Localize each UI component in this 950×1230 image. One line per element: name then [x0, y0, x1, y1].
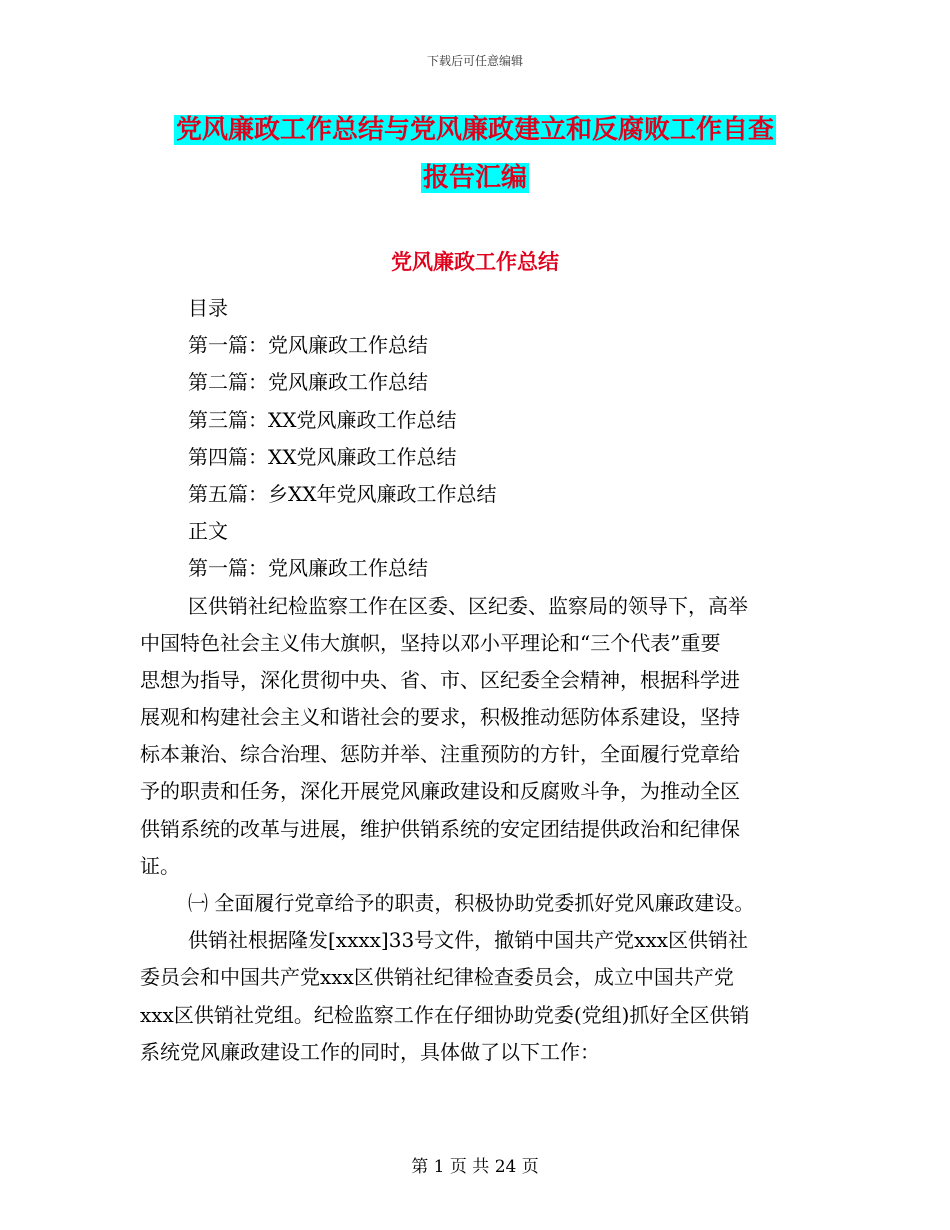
paragraph-line: 中国特色社会主义伟大旗帜，坚持以邓小平理论和“三个代表”重要: [140, 630, 721, 655]
toc-item: 第二篇：党风廉政工作总结: [188, 370, 428, 395]
paragraph-line: 供销系统的改革与进展，维护供销系统的安定团结提供政治和纪律保: [140, 816, 740, 841]
paragraph-line: 委员会和中国共产党xxx区供销社纪律检查委员会，成立中国共产党: [140, 965, 734, 990]
paragraph-line: 标本兼治、综合治理、惩防并举、注重预防的方针，全面履行党章给: [140, 742, 740, 767]
body-label: 正文: [188, 519, 228, 544]
toc-item: 第三篇：XX党风廉政工作总结: [188, 407, 457, 432]
paragraph-line: 供销社根据隆发[xxxx]33号文件，撤销中国共产党xxx区供销社: [188, 928, 749, 953]
document-body: [140, 290, 812, 1071]
paragraph-line: 系统党风廉政建设工作的同时，具体做了以下工作：: [140, 1039, 600, 1064]
toc-item: 第四篇：XX党风廉政工作总结: [188, 444, 457, 469]
paragraph-line: xxx区供销社党组。纪检监察工作在仔细协助党委(党组)抓好全区供销: [140, 1002, 750, 1027]
paragraph-line: 思想为指导，深化贯彻中央、省、市、区纪委全会精神，根据科学进: [140, 667, 740, 692]
document-title-line-2: 报告汇编: [422, 163, 527, 193]
paragraph-line: 展观和构建社会主义和谐社会的要求，积极推动惩防体系建设，坚持: [140, 705, 740, 730]
page-number: 第 1 页 共 24 页: [411, 1157, 539, 1177]
document-title: [140, 106, 810, 202]
paragraph-line: 区供销社纪检监察工作在区委、区纪委、监察局的领导下，高举: [188, 593, 748, 618]
document-title-line-1: 党风廉政工作总结与党风廉政建立和反腐败工作自查: [175, 115, 774, 145]
section-title: 党风廉政工作总结: [391, 250, 559, 274]
toc-label: 目录: [188, 296, 228, 320]
subheading: ㈠ 全面履行党章给予的职责，积极协助党委抓好党风廉政建设。: [188, 891, 755, 915]
paragraph-line: 予的职责和任务，深化开展党风廉政建设和反腐败斗争，为推动全区: [140, 779, 740, 804]
toc-item: 第一篇：党风廉政工作总结: [188, 333, 428, 358]
paragraph-line: 证。: [140, 853, 180, 878]
page-header-note: 下载后可任意编辑: [426, 54, 523, 68]
chapter-heading: 第一篇：党风廉政工作总结: [188, 556, 428, 581]
toc-item: 第五篇：乡XX年党风廉政工作总结: [188, 481, 497, 506]
